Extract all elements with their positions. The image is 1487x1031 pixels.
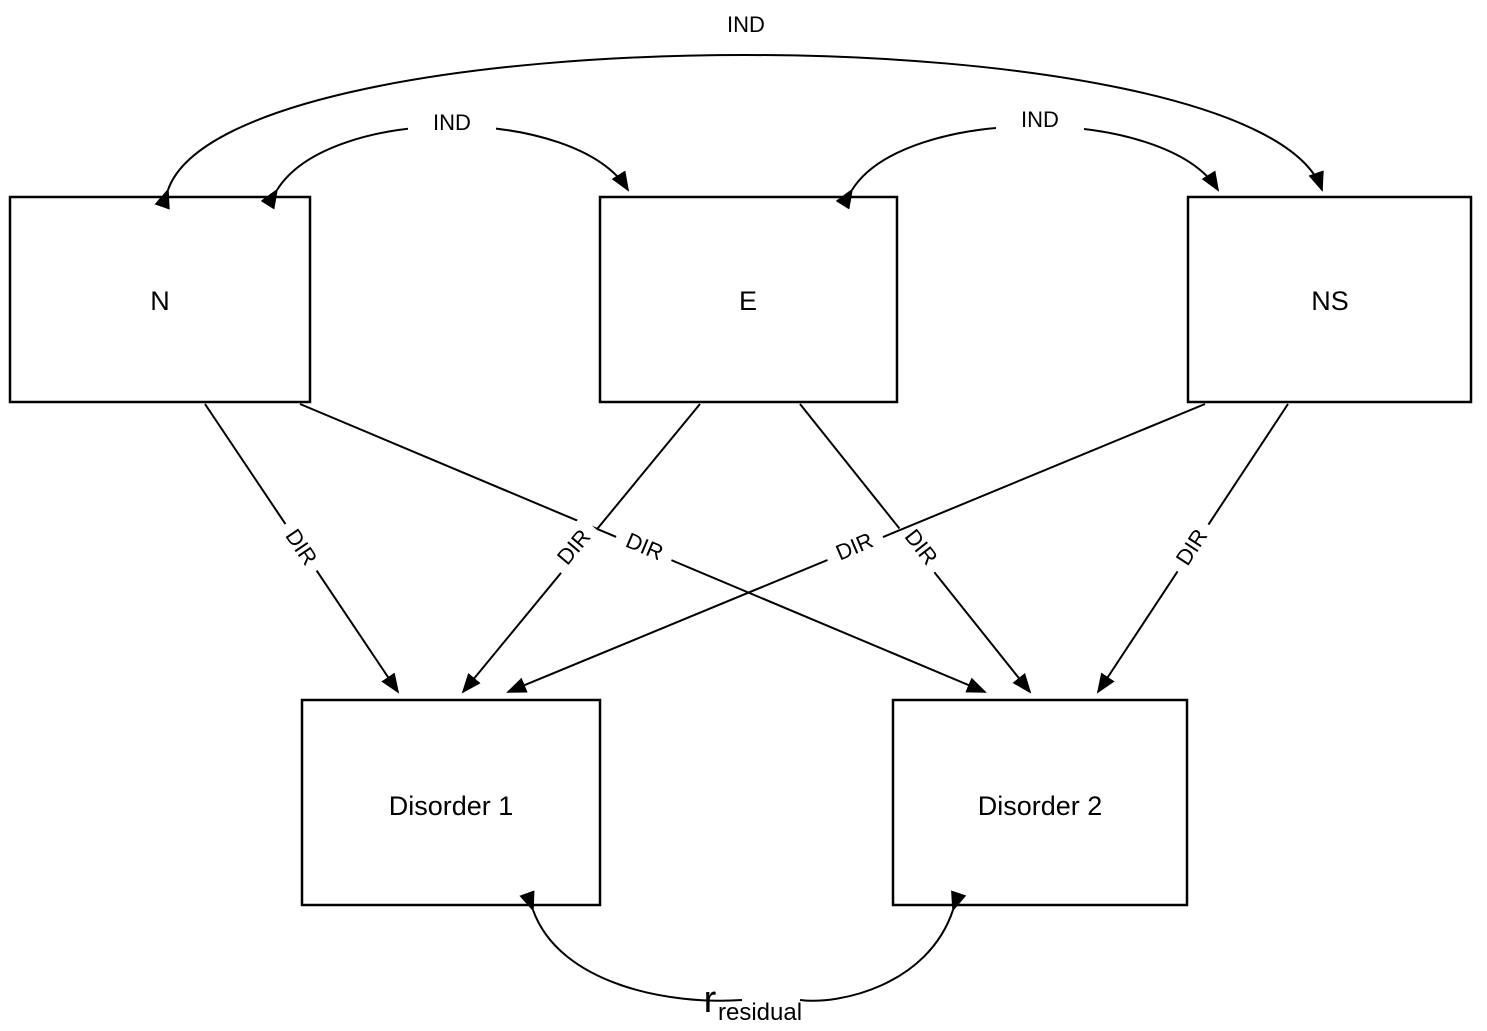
node-label-disorder-1: Disorder 1 xyxy=(388,791,514,822)
edge-label-dir-n-d2: DIR xyxy=(622,527,667,566)
edge-label-dir-e-d1: DIR xyxy=(551,524,596,570)
node-E[interactable] xyxy=(600,197,897,402)
residual-label-r: r xyxy=(703,979,717,1021)
edge-label-ind-n-ns: IND xyxy=(727,11,765,37)
edge-label-dir-ns-d2: DIR xyxy=(1170,524,1213,570)
edge-label-dir-e-d2: DIR xyxy=(899,524,943,570)
edge-dir-n-d1 xyxy=(205,404,398,692)
edge-dir-ns-d2 xyxy=(1098,404,1288,692)
edge-residual-d1-d2 xyxy=(533,910,953,1026)
edge-label-dir-n-d1: DIR xyxy=(280,524,323,570)
node-label-ns: NS xyxy=(1311,286,1349,317)
node-label-disorder-2: Disorder 2 xyxy=(977,791,1103,822)
edge-ind-e-ns xyxy=(852,105,1218,190)
node-N[interactable] xyxy=(10,197,310,402)
edge-label-ind-e-ns: IND xyxy=(1021,106,1059,132)
edge-ind-n-ns xyxy=(168,8,1322,190)
edge-path-ind-n-ns xyxy=(168,55,1322,190)
node-disorder-1[interactable] xyxy=(302,700,600,905)
node-NS[interactable] xyxy=(1188,197,1471,402)
edge-label-dir-ns-d1: DIR xyxy=(832,527,877,566)
node-disorder-2[interactable] xyxy=(893,700,1187,905)
node-label-n: N xyxy=(150,286,170,317)
residual-label-subscript: residual xyxy=(718,999,803,1026)
node-label-e: E xyxy=(738,286,758,317)
edge-label-ind-n-e: IND xyxy=(433,109,471,135)
edge-ind-n-e xyxy=(277,108,628,190)
edge-path-residual-right xyxy=(800,910,953,1001)
